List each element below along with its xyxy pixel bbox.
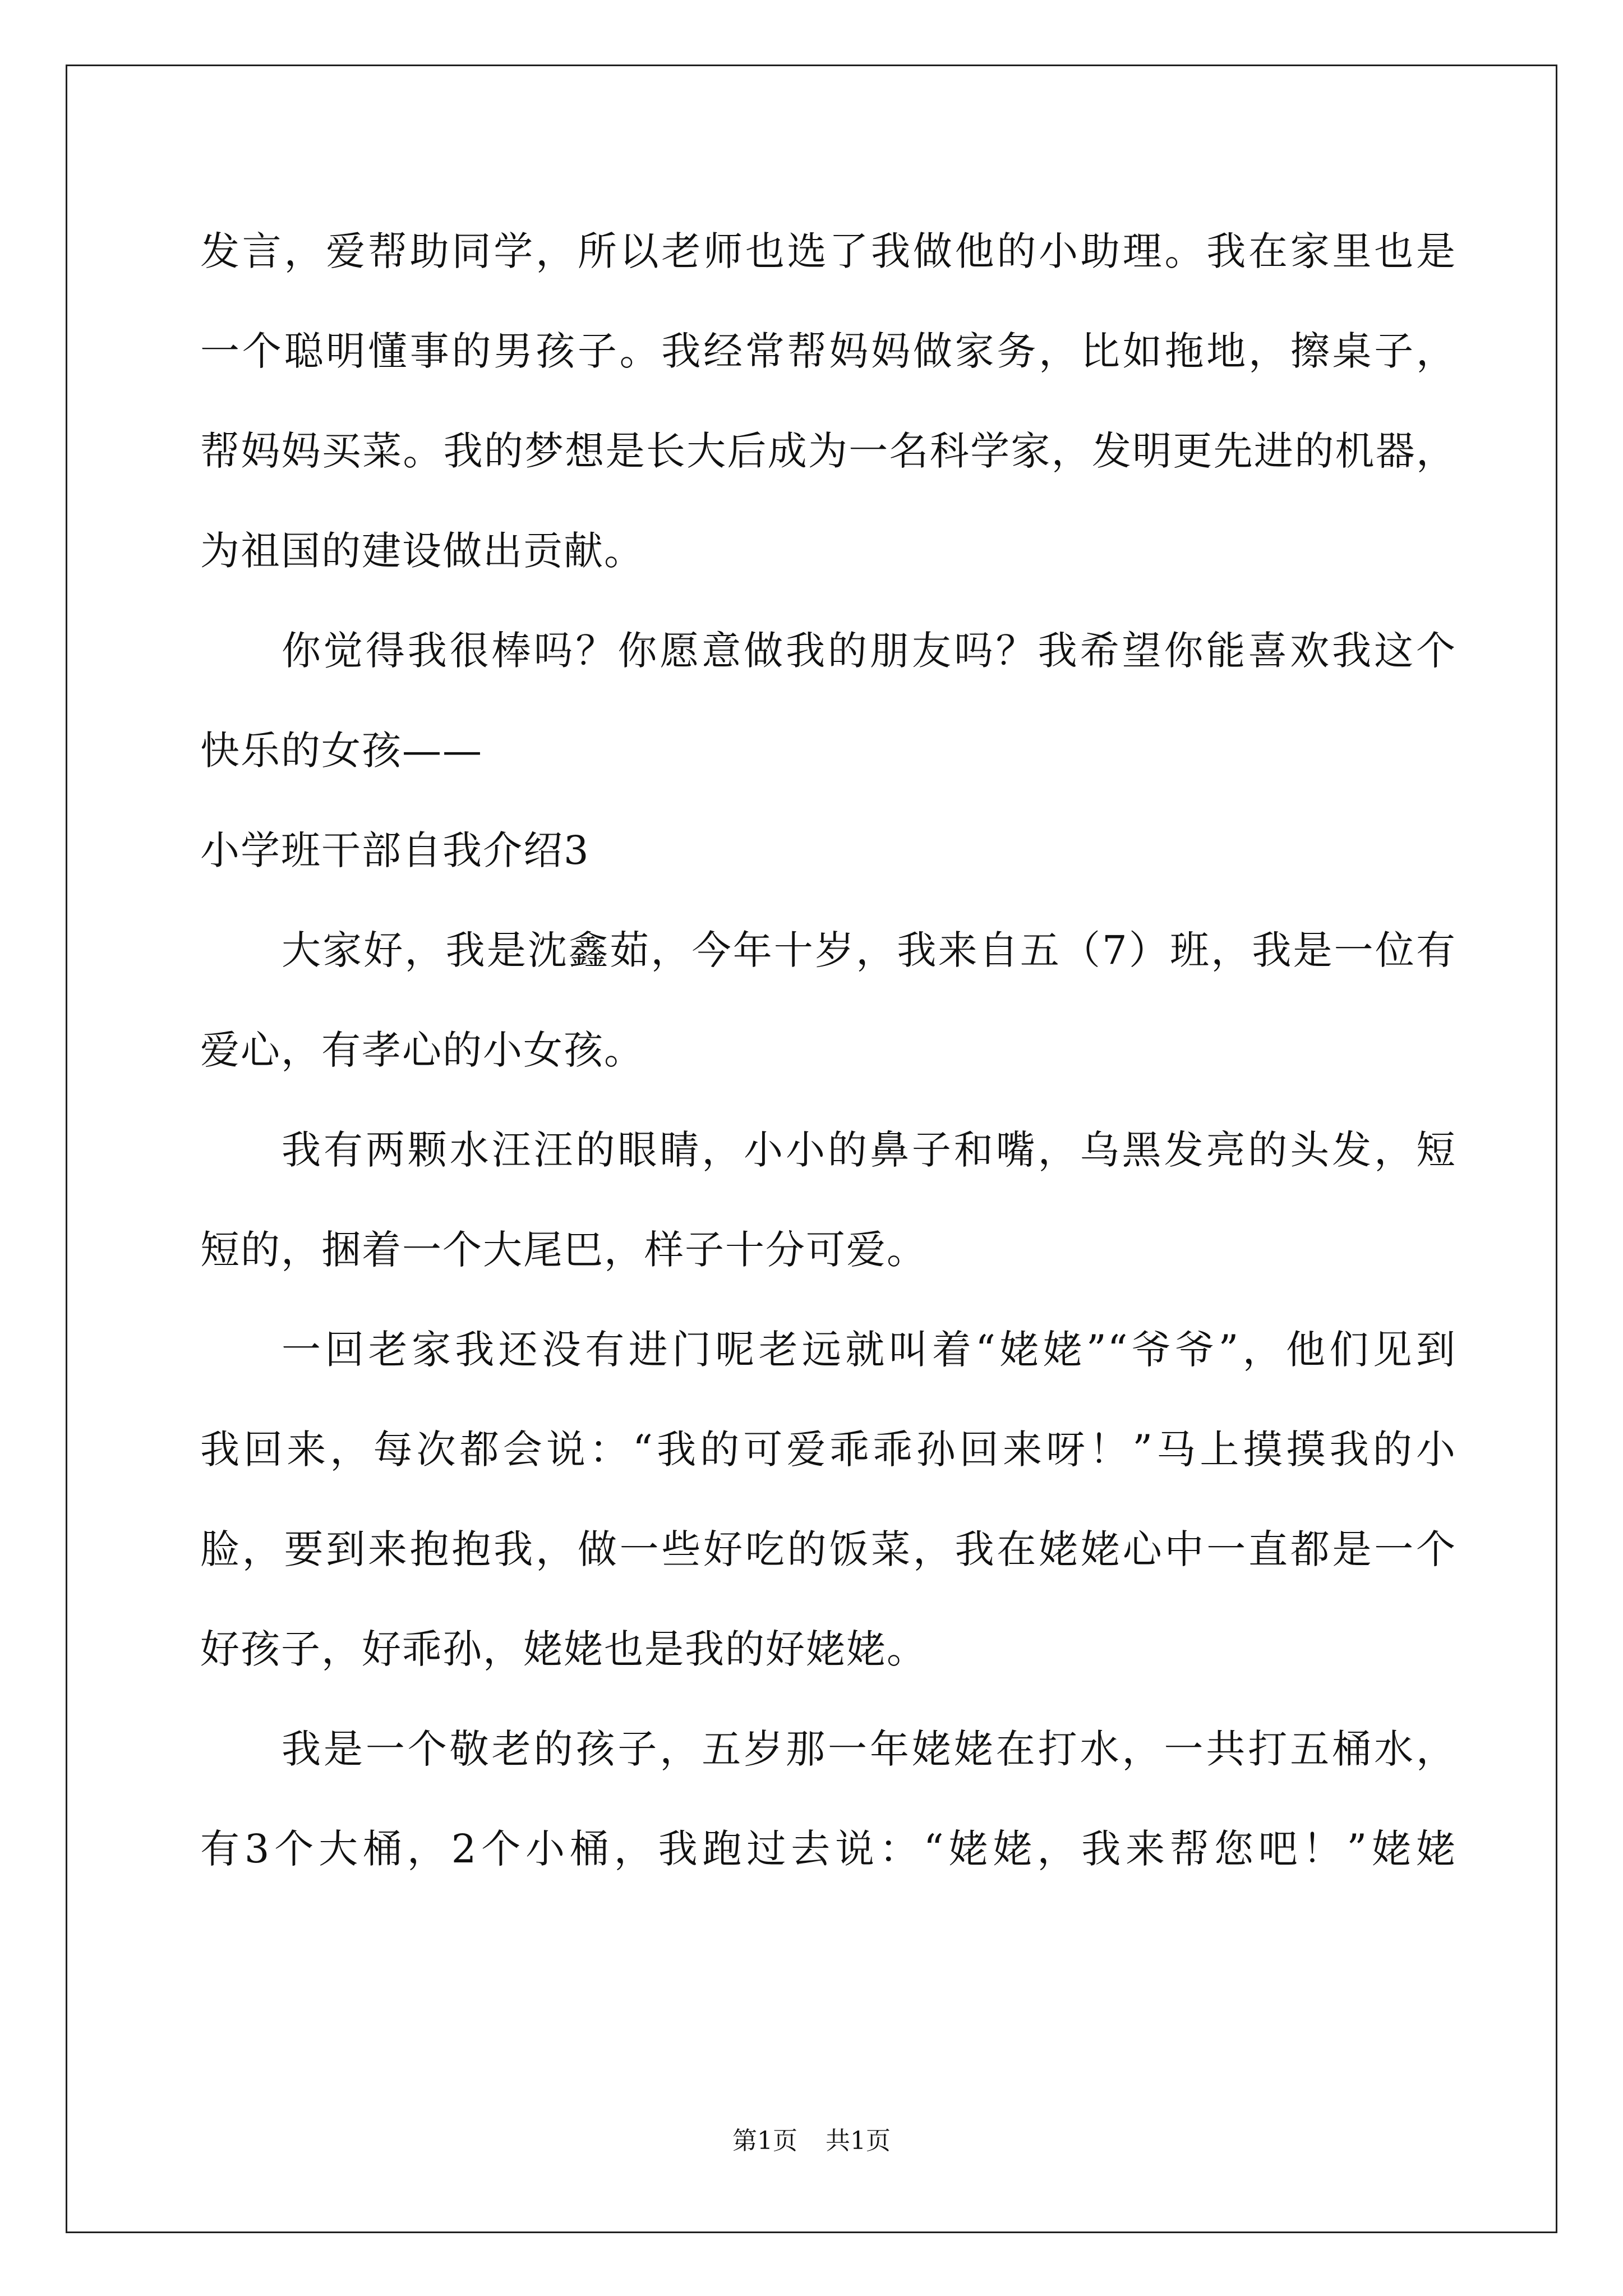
text-line: 你觉得我很棒吗？你愿意做我的朋友吗？我希望你能喜欢我这个: [282, 628, 1456, 674]
text-line: 一回老家我还没有进门呢老远就叫着“姥姥”“爷爷”，他们见到: [282, 1327, 1456, 1373]
text-line: 发言，爱帮助同学，所以老师也选了我做他的小助理。我在家里也是: [200, 228, 1456, 274]
document-body: [200, 218, 1456, 1915]
text-line: 快乐的女孩——: [200, 728, 483, 774]
text-line: 一个聪明懂事的男孩子。我经常帮妈妈做家务，比如拖地，擦桌子，: [200, 328, 1456, 374]
text-line: 好孩子，好乖孙，姥姥也是我的好姥姥。: [200, 1626, 927, 1672]
page-total: 共1页: [826, 2127, 891, 2155]
page-number: 第1页: [732, 2127, 797, 2155]
text-line: 爱心，有孝心的小女孩。: [200, 1027, 644, 1073]
text-line: 脸，要到来抱抱我，做一些好吃的饭菜，我在姥姥心中一直都是一个: [200, 1526, 1456, 1572]
text-line: 帮妈妈买菜。我的梦想是长大后成为一名科学家，发明更先进的机器，: [200, 428, 1456, 474]
text-line: 短的，捆着一个大尾巴，样子十分可爱。: [200, 1227, 927, 1273]
text-line: 为祖国的建设做出贡献。: [200, 528, 644, 574]
text-line: 我有两颗水汪汪的眼睛，小小的鼻子和嘴，乌黑发亮的头发，短: [282, 1127, 1456, 1173]
section-heading: 小学班干部自我介绍3: [200, 827, 590, 873]
text-line: 我是一个敬老的孩子，五岁那一年姥姥在打水，一共打五桶水，: [282, 1726, 1456, 1772]
text-line: 大家好，我是沈鑫茹，今年十岁，我来自五（7）班，我是一位有: [282, 927, 1456, 973]
page-footer: [0, 2124, 1623, 2158]
text-line: 有3个大桶，2个小桶，我跑过去说：“姥姥，我来帮您吧！”姥姥: [200, 1826, 1456, 1872]
text-line: 我回来，每次都会说：“我的可爱乖乖孙回来呀！”马上摸摸我的小: [200, 1427, 1456, 1473]
